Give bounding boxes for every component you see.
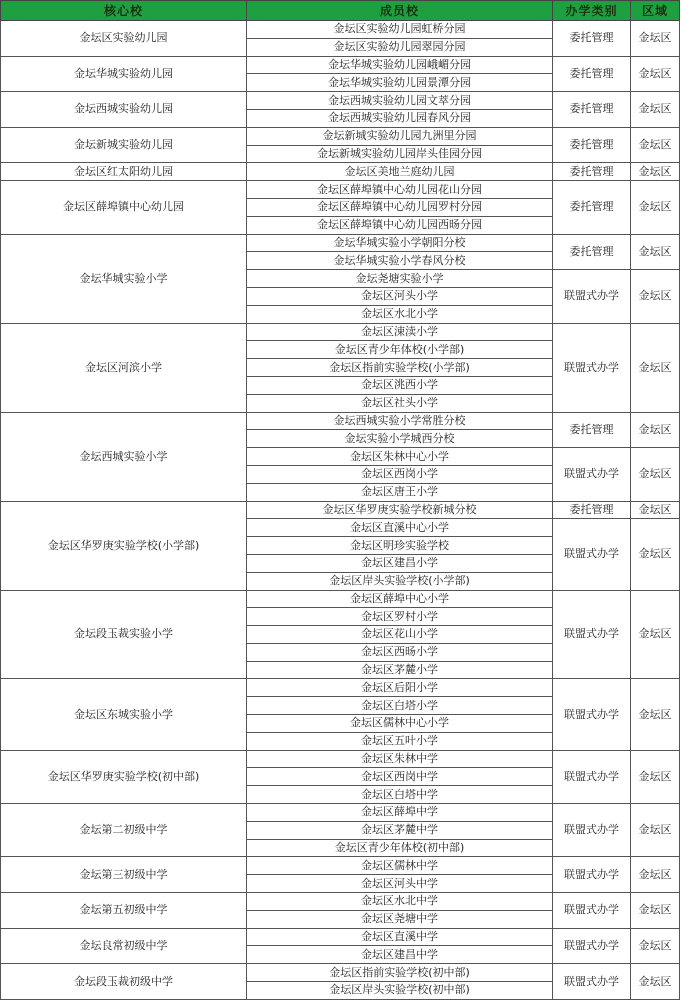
table-row — [1, 590, 680, 608]
table-row — [1, 21, 680, 39]
region-cell: 金坛区 — [631, 804, 680, 857]
member-school-cell: 金坛区华罗庚实验学校新城分校 — [247, 501, 553, 519]
member-school-cell: 金坛区直溪中学 — [247, 928, 553, 946]
member-school-cell: 金坛区薛埠镇中心幼儿园花山分园 — [247, 181, 553, 199]
member-school-cell: 金坛尧塘实验小学 — [247, 270, 553, 288]
member-school-cell: 金坛区薛埠镇中心幼儿园罗村分园 — [247, 198, 553, 216]
member-school-cell: 金坛区唐王小学 — [247, 483, 553, 501]
member-school-cell: 金坛西城实验幼儿园春风分园 — [247, 109, 553, 127]
core-school-cell: 金坛良常初级中学 — [1, 928, 247, 964]
region-cell: 金坛区 — [631, 163, 680, 181]
region-cell: 金坛区 — [631, 679, 680, 750]
header-region: 区域 — [631, 1, 680, 21]
type-cell: 联盟式办学 — [553, 270, 631, 323]
core-school-cell: 金坛区华罗庚实验学校(初中部) — [1, 750, 247, 803]
member-school-cell: 金坛区儒林中学 — [247, 857, 553, 875]
table-row — [1, 804, 680, 822]
member-school-cell: 金坛西城实验幼儿园文萃分园 — [247, 92, 553, 110]
type-cell: 联盟式办学 — [553, 804, 631, 857]
region-cell: 金坛区 — [631, 234, 680, 270]
region-cell: 金坛区 — [631, 590, 680, 679]
table-row — [1, 679, 680, 697]
member-school-cell: 金坛区实验幼儿园虹桥分园 — [247, 21, 553, 39]
core-school-cell: 金坛区红太阳幼儿园 — [1, 163, 247, 181]
core-school-cell: 金坛区华罗庚实验学校(小学部) — [1, 501, 247, 590]
table-row — [1, 928, 680, 946]
type-cell: 委托管理 — [553, 56, 631, 92]
core-school-cell: 金坛区薛埠镇中心幼儿园 — [1, 181, 247, 234]
type-cell: 委托管理 — [553, 501, 631, 519]
member-school-cell: 金坛区后阳小学 — [247, 679, 553, 697]
member-school-cell: 金坛区五叶小学 — [247, 732, 553, 750]
member-school-cell: 金坛新城实验幼儿园九洲里分园 — [247, 127, 553, 145]
member-school-cell: 金坛实验小学城西分校 — [247, 430, 553, 448]
region-cell: 金坛区 — [631, 893, 680, 929]
table-row — [1, 323, 680, 341]
member-school-cell: 金坛区朱林中学 — [247, 750, 553, 768]
core-school-cell: 金坛西城实验小学 — [1, 412, 247, 501]
member-school-cell: 金坛区社头小学 — [247, 394, 553, 412]
region-cell: 金坛区 — [631, 519, 680, 590]
table-row — [1, 412, 680, 430]
member-school-cell: 金坛区河头小学 — [247, 287, 553, 305]
member-school-cell: 金坛区岸头实验学校(小学部) — [247, 572, 553, 590]
member-school-cell: 金坛区指前实验学校(小学部) — [247, 359, 553, 377]
member-school-cell: 金坛华城实验小学春风分校 — [247, 252, 553, 270]
member-school-cell: 金坛区花山小学 — [247, 626, 553, 644]
type-cell: 联盟式办学 — [553, 519, 631, 590]
member-school-cell: 金坛区青少年体校(初中部) — [247, 839, 553, 857]
member-school-cell: 金坛区涑渎小学 — [247, 323, 553, 341]
member-school-cell: 金坛区罗村小学 — [247, 608, 553, 626]
member-school-cell: 金坛区水北中学 — [247, 893, 553, 911]
member-school-cell: 金坛区薛埠中学 — [247, 804, 553, 822]
region-cell: 金坛区 — [631, 750, 680, 803]
member-school-cell: 金坛区美地兰庭幼儿园 — [247, 163, 553, 181]
core-school-cell: 金坛区实验幼儿园 — [1, 21, 247, 57]
region-cell: 金坛区 — [631, 448, 680, 501]
header-member-school: 成员校 — [247, 1, 553, 21]
member-school-cell: 金坛区岸头实验学校(初中部) — [247, 982, 553, 1000]
region-cell: 金坛区 — [631, 270, 680, 323]
region-cell: 金坛区 — [631, 964, 680, 1000]
type-cell: 联盟式办学 — [553, 928, 631, 964]
member-school-cell: 金坛西城实验小学常胜分校 — [247, 412, 553, 430]
member-school-cell: 金坛区薛埠中心小学 — [247, 590, 553, 608]
table-row — [1, 234, 680, 252]
region-cell: 金坛区 — [631, 412, 680, 448]
member-school-cell: 金坛区青少年体校(小学部) — [247, 341, 553, 359]
type-cell: 联盟式办学 — [553, 964, 631, 1000]
core-school-cell: 金坛第二初级中学 — [1, 804, 247, 857]
region-cell: 金坛区 — [631, 127, 680, 163]
member-school-cell: 金坛区西旸小学 — [247, 643, 553, 661]
member-school-cell: 金坛区实验幼儿园翠园分园 — [247, 38, 553, 56]
core-school-cell: 金坛西城实验幼儿园 — [1, 92, 247, 128]
member-school-cell: 金坛区尧塘中学 — [247, 910, 553, 928]
region-cell: 金坛区 — [631, 857, 680, 893]
member-school-cell: 金坛区河头中学 — [247, 875, 553, 893]
type-cell: 联盟式办学 — [553, 448, 631, 501]
member-school-cell: 金坛区西岗小学 — [247, 465, 553, 483]
member-school-cell: 金坛华城实验幼儿园景潭分园 — [247, 74, 553, 92]
header-core-school: 核心校 — [1, 1, 247, 21]
core-school-cell: 金坛区河滨小学 — [1, 323, 247, 412]
core-school-cell: 金坛段玉裁实验小学 — [1, 590, 247, 679]
table-row — [1, 750, 680, 768]
member-school-cell: 金坛区朱林中心小学 — [247, 448, 553, 466]
core-school-cell: 金坛华城实验幼儿园 — [1, 56, 247, 92]
header-type: 办学类别 — [553, 1, 631, 21]
member-school-cell: 金坛区茅麓小学 — [247, 661, 553, 679]
region-cell: 金坛区 — [631, 56, 680, 92]
member-school-cell: 金坛区明珍实验学校 — [247, 537, 553, 555]
core-school-cell: 金坛华城实验小学 — [1, 234, 247, 323]
header-row — [1, 1, 680, 21]
member-school-cell: 金坛区白塔小学 — [247, 697, 553, 715]
type-cell: 委托管理 — [553, 234, 631, 270]
table-row — [1, 163, 680, 181]
type-cell: 联盟式办学 — [553, 323, 631, 412]
member-school-cell: 金坛区直溪中心小学 — [247, 519, 553, 537]
member-school-cell: 金坛区指前实验学校(初中部) — [247, 964, 553, 982]
type-cell: 联盟式办学 — [553, 750, 631, 803]
type-cell: 委托管理 — [553, 181, 631, 234]
table-row — [1, 181, 680, 199]
type-cell: 联盟式办学 — [553, 679, 631, 750]
region-cell: 金坛区 — [631, 323, 680, 412]
member-school-cell: 金坛区薛埠镇中心幼儿园西旸分园 — [247, 216, 553, 234]
type-cell: 委托管理 — [553, 127, 631, 163]
member-school-cell: 金坛区茅麓中学 — [247, 821, 553, 839]
type-cell: 联盟式办学 — [553, 893, 631, 929]
region-cell: 金坛区 — [631, 92, 680, 128]
type-cell: 委托管理 — [553, 412, 631, 448]
member-school-cell: 金坛区建昌小学 — [247, 554, 553, 572]
member-school-cell: 金坛华城实验幼儿园峨嵋分园 — [247, 56, 553, 74]
core-school-cell: 金坛第五初级中学 — [1, 893, 247, 929]
member-school-cell: 金坛区儒林中心小学 — [247, 715, 553, 733]
region-cell: 金坛区 — [631, 21, 680, 57]
member-school-cell: 金坛华城实验小学朝阳分校 — [247, 234, 553, 252]
region-cell: 金坛区 — [631, 181, 680, 234]
type-cell: 委托管理 — [553, 163, 631, 181]
member-school-cell: 金坛区洮西小学 — [247, 376, 553, 394]
table-row — [1, 964, 680, 982]
core-school-cell: 金坛区东城实验小学 — [1, 679, 247, 750]
member-school-cell: 金坛区建昌中学 — [247, 946, 553, 964]
member-school-cell: 金坛区西岗中学 — [247, 768, 553, 786]
table-row — [1, 92, 680, 110]
region-cell: 金坛区 — [631, 928, 680, 964]
core-school-cell: 金坛新城实验幼儿园 — [1, 127, 247, 163]
type-cell: 联盟式办学 — [553, 857, 631, 893]
table-row — [1, 501, 680, 519]
member-school-cell: 金坛新城实验幼儿园岸头佳园分园 — [247, 145, 553, 163]
table-row — [1, 127, 680, 145]
table-row — [1, 893, 680, 911]
table-row — [1, 56, 680, 74]
type-cell: 委托管理 — [553, 21, 631, 57]
table-row — [1, 857, 680, 875]
member-school-cell: 金坛区水北小学 — [247, 305, 553, 323]
type-cell: 委托管理 — [553, 92, 631, 128]
table-body — [1, 21, 680, 1000]
region-cell: 金坛区 — [631, 501, 680, 519]
core-school-cell: 金坛段玉裁初级中学 — [1, 964, 247, 1000]
type-cell: 联盟式办学 — [553, 590, 631, 679]
core-school-cell: 金坛第三初级中学 — [1, 857, 247, 893]
member-school-cell: 金坛区白塔中学 — [247, 786, 553, 804]
